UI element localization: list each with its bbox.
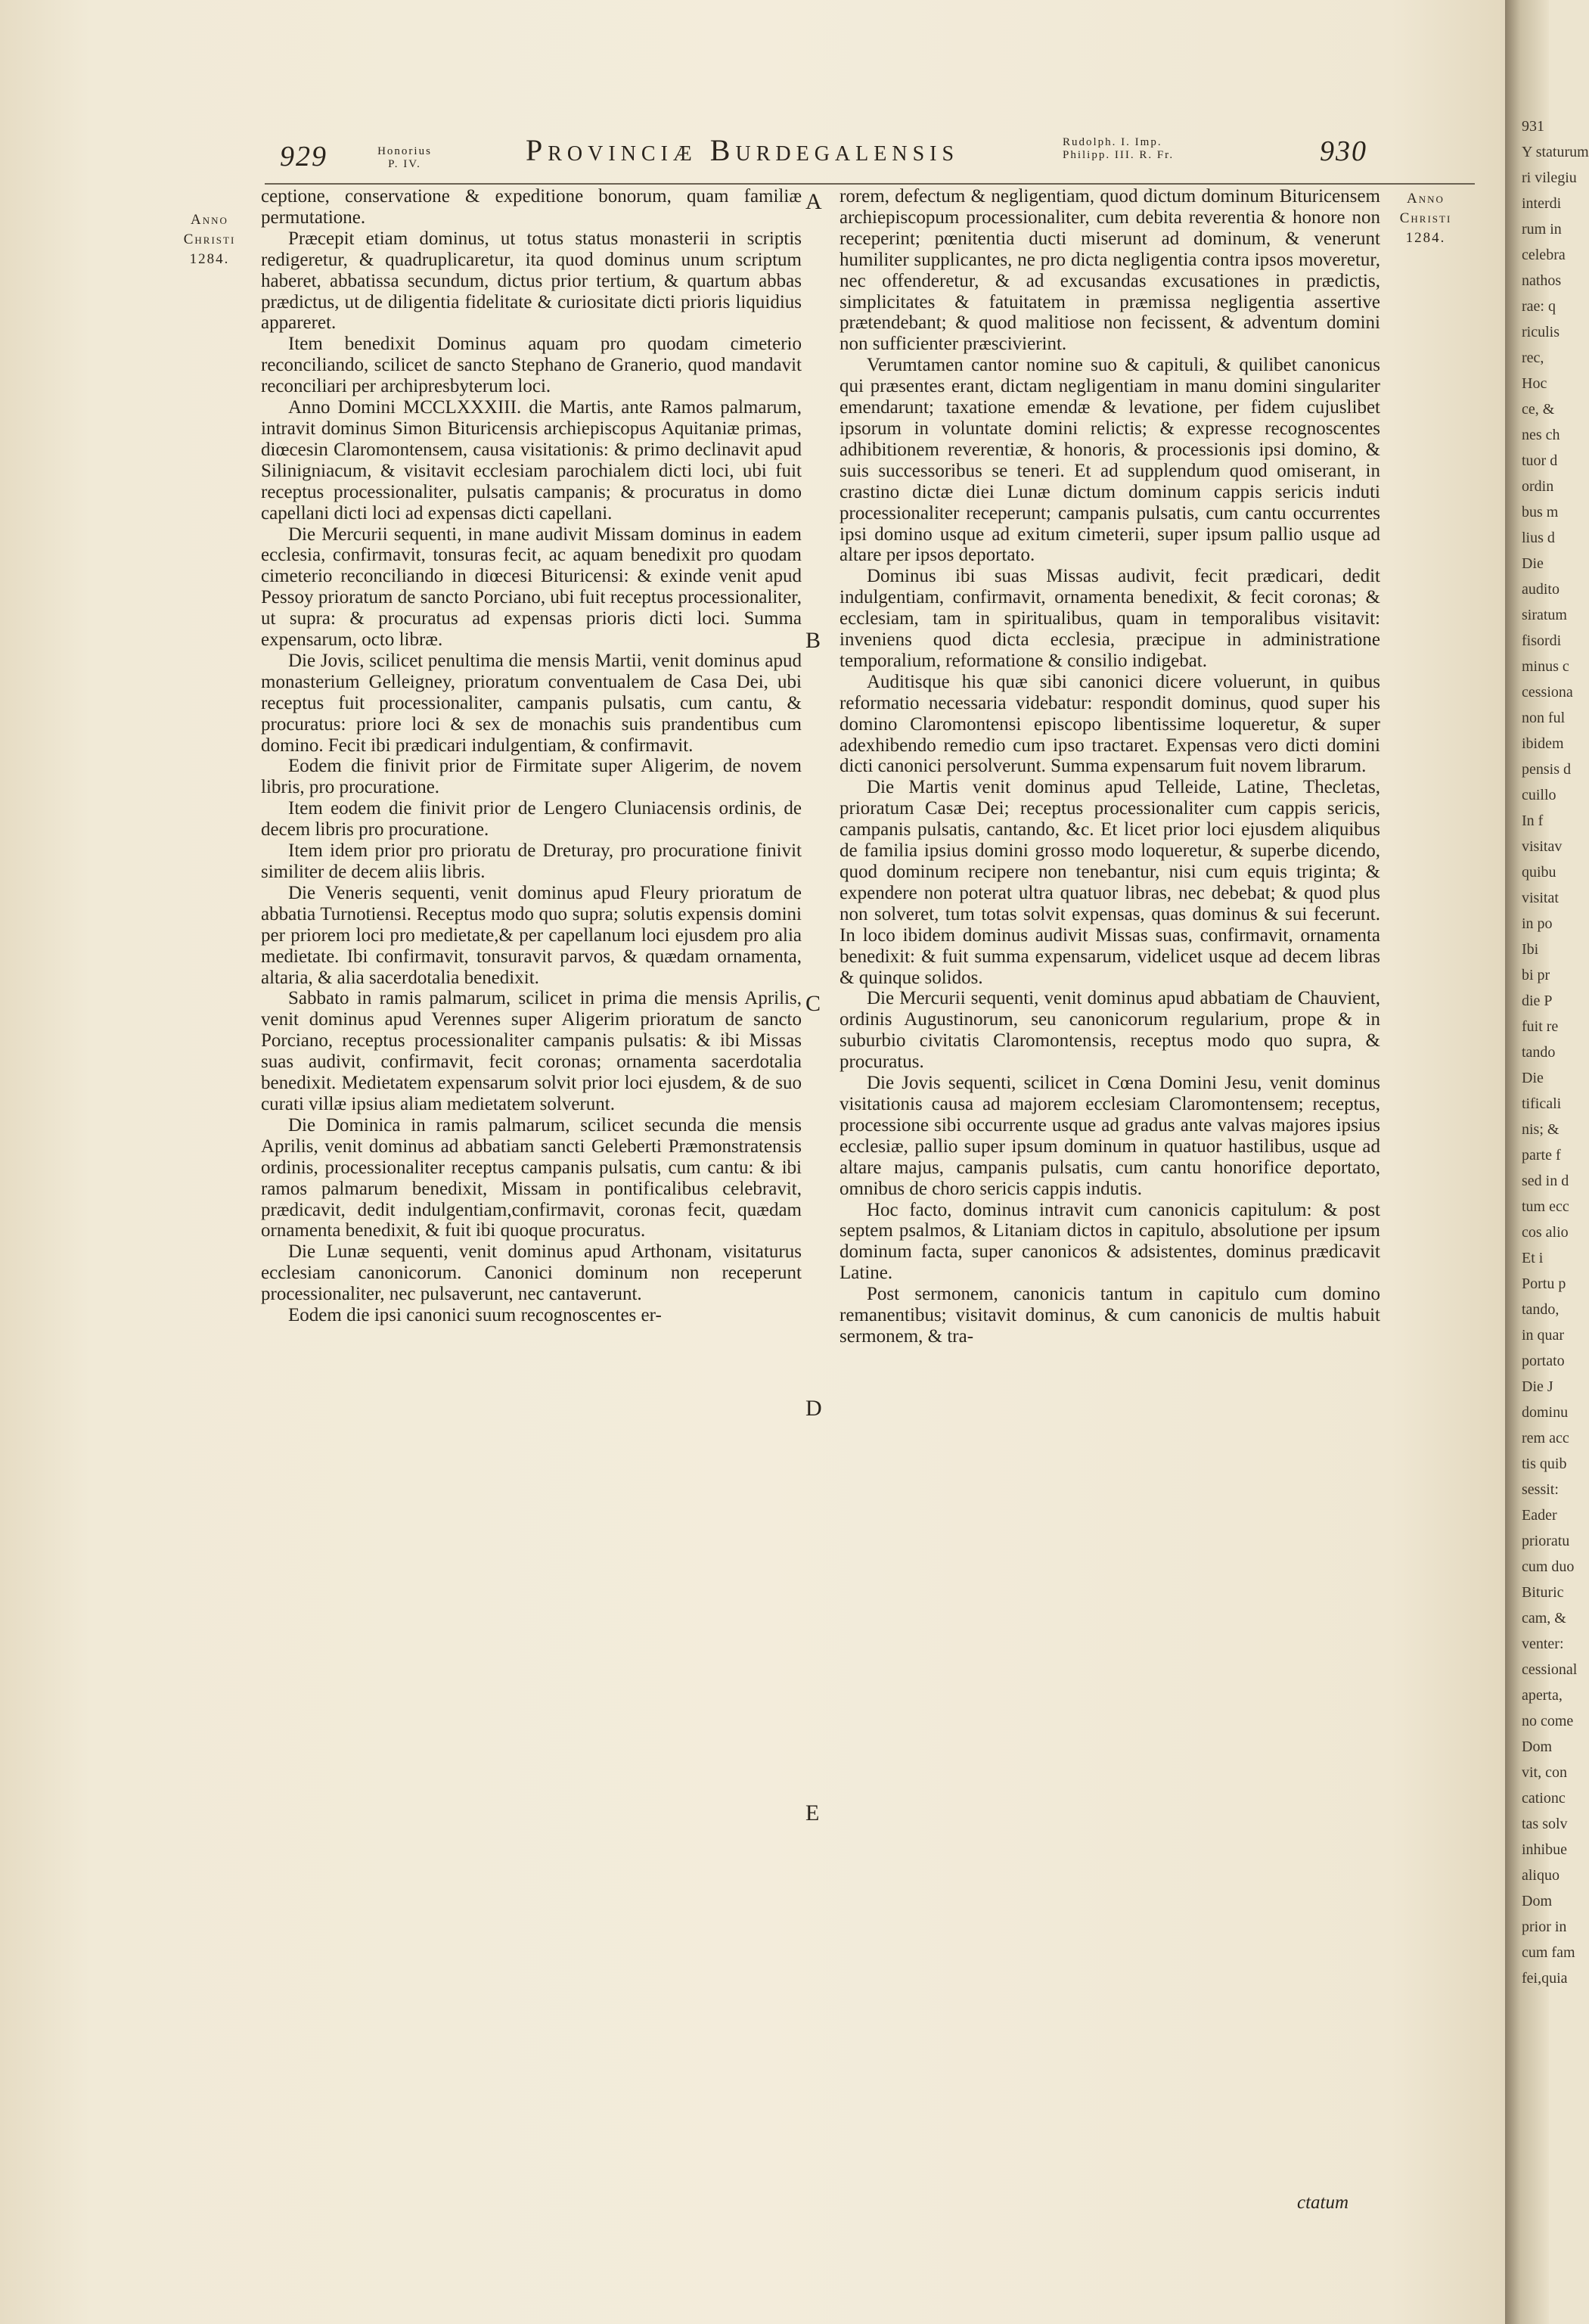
paragraph: Die Mercurii sequenti, in mane audivit Missam dominus in eadem ecclesia, confirmavit, tonsuras fecit, ac aquam benedixit pro quodam cimeterio reconciliando in diœcesi Bituricensi: & exinde venit apud Pessoy prioratum de sancto Porciano, ubi fuit receptus processionaliter, ut supra: & procuratus ad expensas prioris dicti loci. Summa expensarum, octo libræ. <box>261 524 802 651</box>
facing-page-fragment: ri vilegiu <box>1522 169 1577 186</box>
facing-page-fragment: cum duo <box>1522 1558 1575 1575</box>
paragraph: Verumtamen cantor nomine suo & capituli, & quilibet canonicus qui præsentes erant, dictam negligentiam in manu domini singulariter emendarunt; taxatione emendæ & levatione, per fidem cujuslibet ipsorum in voluntate domini relictis; & expresse recognoscentes adhibitionem reverentiæ, & honoris, & processionis ipsi domino, & suis successoribus se teneri. Et ad supplendum quod omiserant, in crastino dictæ diei Lunæ dictum dominum cappis sericis induti processionaliter receperunt; campanis pulsatis, cum cantu occurrentes ipsi domino usque ad exitum cimeterii, super ipsum pallio usque ad altare per ipsos deportato. <box>840 355 1380 566</box>
facing-page-fragment: visitat <box>1522 890 1559 906</box>
margin-year: 1284. <box>1405 230 1446 246</box>
facing-page-fragment: Bituric <box>1522 1584 1564 1601</box>
facing-page-fragment: pensis d <box>1522 761 1571 778</box>
paragraph: Item idem prior pro prioratu de Dreturay, pro procuratione finivit similiter de decem aliis libris. <box>261 840 802 882</box>
paragraph: ceptione, conservatione & expeditione bonorum, quam familiæ permutatione. <box>261 186 802 228</box>
page-title: Provinciæ Burdegalensis <box>526 133 960 167</box>
left-running-head <box>367 145 442 171</box>
facing-page-fragment: tum ecc <box>1522 1198 1569 1215</box>
facing-page-fragment: tas solv <box>1522 1816 1568 1832</box>
facing-page-fragment: non ful <box>1522 710 1566 726</box>
facing-page-fragment: cessiona <box>1522 684 1573 701</box>
facing-page-fragment: tis quib <box>1522 1456 1567 1472</box>
facing-page-fragment: cam, & <box>1522 1610 1566 1626</box>
margin-christi: Christi <box>183 231 236 247</box>
facing-page-fragment: 931 <box>1522 118 1544 135</box>
left-column <box>261 186 802 1326</box>
facing-page-fragment: lius d <box>1522 530 1555 546</box>
facing-page-fragment: ce, & <box>1522 401 1555 418</box>
facing-page-fragment: fuit re <box>1522 1018 1559 1035</box>
facing-page-fragment: cessional <box>1522 1661 1578 1678</box>
facing-page-fragment: no come <box>1522 1713 1574 1729</box>
margin-date-right <box>1384 189 1467 248</box>
facing-page-fragment: Et i <box>1522 1250 1544 1266</box>
facing-page-fragment: in quar <box>1522 1327 1565 1344</box>
facing-page-fragment: In f <box>1522 812 1544 829</box>
paragraph: Die Veneris sequenti, venit dominus apud Fleury prioratum de abbatia Turnotiensi. Receptus modo quo supra; solutis expensis domini per priorem loci pro medietate,& per capellanum loci ejusdem pro alia medietate. Ibi confirmavit, tonsuravit parvos, & quædam ornamenta, altaria, & alia sacerdotalia benedixit. <box>261 882 802 988</box>
facing-page-fragment: siratum <box>1522 607 1567 623</box>
paragraph: Die Lunæ sequenti, venit dominus apud Arthonam, visitaturus ecclesiam canonicorum. Canonici dominum non receperunt processionaliter, nec pulsaverunt, nec cantaverunt. <box>261 1241 802 1305</box>
running-head-line: Philipp. III. R. Fr. <box>1063 149 1175 161</box>
facing-page-fragment: Hoc <box>1522 375 1547 392</box>
facing-page-fragment: bus m <box>1522 504 1559 520</box>
facing-page-fragment: nes ch <box>1522 427 1560 443</box>
facing-page-fragment: cos alio <box>1522 1224 1569 1241</box>
margin-year: 1284. <box>189 251 230 267</box>
facing-page-fragment: Die <box>1522 1070 1544 1086</box>
facing-page-fragment: in po <box>1522 915 1553 932</box>
left-page-number: 929 <box>280 141 327 172</box>
facing-page-fragment: nis; & <box>1522 1121 1560 1138</box>
facing-page-fragment: minus c <box>1522 658 1569 675</box>
paragraph: Sabbato in ramis palmarum, scilicet in prima die mensis Aprilis, venit dominus apud Verennes super Aligerim prioratum de sancto Porciano, receptus processionaliter campanis pulsatis: & ibi Missas suas audivit, confirmavit, fecit coronas; ornamenta sacerdotalia benedixit. Medietatem expensarum solvit prior loci ejusdem, & de suo curati villæ ipsius aliam medietatem solverunt. <box>261 988 802 1114</box>
paragraph: Eodem die ipsi canonici suum recognoscentes er- <box>288 1305 662 1326</box>
right-page-number: 930 <box>1320 135 1367 167</box>
section-letter-d: D <box>805 1396 822 1421</box>
facing-page-fragment: portato <box>1522 1353 1565 1369</box>
section-letter-e: E <box>805 1800 820 1825</box>
facing-page-fragment: fisordi <box>1522 632 1562 649</box>
facing-page-fragment: rae: q <box>1522 298 1556 315</box>
paragraph: rorem, defectum & negligentiam, quod dictum dominum Bituricensem archiepiscopum processionaliter, cum debita reverentia & honore non receperint; pœnitentia ducti miserunt ad dominum, & venerunt humiliter supplicantes, ne pro dicta negligentia contra ipsos moveretur, nec offenderetur, & ad excusandas excusationes in prædictis, simplicitates & fatuitatem in præmissa negligentia assertive prætendebant; & quod malitiose non fecissent, & adventum domini non sufficienter præscivierint. <box>840 186 1380 355</box>
margin-date-left <box>168 210 251 269</box>
facing-page-fragment: rum in <box>1522 221 1562 238</box>
facing-page-fragment: Die <box>1522 555 1544 572</box>
facing-page-fragment: rec, <box>1522 350 1544 366</box>
facing-page-fragments <box>1522 113 1589 1991</box>
facing-page-fragment: audito <box>1522 581 1560 598</box>
facing-page-fragment: tando <box>1522 1044 1556 1061</box>
paragraph: Eodem die finivit prior de Firmitate super Aligerim, de novem libris, pro procuratione. <box>261 756 802 798</box>
facing-page-fragment: sed in d <box>1522 1173 1569 1189</box>
right-running-head <box>1063 136 1312 162</box>
running-head-line: Honorius <box>377 145 432 157</box>
facing-page-fragment: vit, con <box>1522 1764 1567 1781</box>
facing-page-fragment: nathos <box>1522 272 1562 289</box>
facing-page-fragment: prioratu <box>1522 1533 1570 1549</box>
facing-page-fragment: Dom <box>1522 1893 1552 1909</box>
facing-page-fragment: sessit: <box>1522 1481 1559 1498</box>
catchword: ctatum <box>1297 2192 1349 2213</box>
paragraph: Die Jovis sequenti, scilicet in Cœna Domini Jesu, venit dominus visitationis causa ad majorem ecclesiam Claromontensem; receptus, processione sibi occurrente usque ad gradus ante valvas majores ipsius ecclesiæ, pallio super ipsum dominum in quatuor hastilibus, usque ad altare majus, campanis pulsatis, cum cantu honorifice deportato, omnibus de choro sericis cappis indutis. <box>840 1073 1380 1199</box>
facing-page-fragment: dominu <box>1522 1404 1569 1421</box>
paragraph: Post sermonem, canonicis tantum in capitulo cum domino remanentibus; visitavit dominus, & cum canonicis de multis habuit sermonem, & tra- <box>840 1284 1380 1347</box>
paragraph: Die Martis venit dominus apud Telleide, Latine, Thecletas, prioratum Casæ Dei; receptus processionaliter cum cappis sericis, campanis pulsatis, cantando, &c. Et licet prior loci ejusdem aliquibus de familia ipsius domini grosso modo loqueretur, & superbe dicendo, quod dominum recipere non tenebantur, nisi cum equis triginta; & expendere non poterat ultra quatuor libras, nec debebat; & quod plus non solveret, tum totas solvit expensas, quas dominus & sui fecerunt. In loco ibidem dominus audivit Missas suas, confirmavit, ornamenta benedixit: & fuit summa expensarum, videlicet usque ad decem libras & quinque solidos. <box>840 777 1380 988</box>
paragraph: Die Jovis, scilicet penultima die mensis Martii, venit dominus apud monasterium Gelleigney, prioratum conventualem de Casa Dei, ubi receptus fuit processionaliter, campanis pulsatis, cum cantu, & procuratus: priore loci & sex de monachis suis prandentibus cum domino. Fecit ibi prædicari indulgentiam, & confirmavit. <box>261 650 802 756</box>
facing-page-fragment: Ibi <box>1522 941 1539 958</box>
facing-page-fragment: aperta, <box>1522 1687 1563 1704</box>
facing-page-fragment: Dom <box>1522 1738 1552 1755</box>
facing-page-edge <box>1505 0 1589 2324</box>
facing-page-fragment: parte f <box>1522 1147 1561 1164</box>
facing-page-fragment: Eader <box>1522 1507 1557 1524</box>
paragraph: Præcepit etiam dominus, ut totus status monasterii in scriptis redigeretur, & quadruplicaretur, ita quod dominus unum scriptum haberet, abbatissa secundum, dictus prior tertium, & quartum abbas prædictus, ut de diligentia fidelitate & curiositate dicti prioris liquidius appareret. <box>261 228 802 334</box>
margin-christi: Christi <box>1399 210 1452 226</box>
facing-page-fragment: ibidem <box>1522 735 1564 752</box>
facing-page-fragment: cationc <box>1522 1790 1566 1807</box>
facing-page-fragment: visitav <box>1522 838 1563 855</box>
facing-page-fragment: Y staturum <box>1522 144 1589 160</box>
facing-page-fragment: tificali <box>1522 1095 1562 1112</box>
right-column <box>840 186 1380 1347</box>
facing-page-fragment: celebra <box>1522 247 1566 263</box>
section-letter-a: A <box>805 189 822 214</box>
paragraph: Item benedixit Dominus aquam pro quodam cimeterio reconciliando, scilicet de sancto Stephano de Granerio, quod mandavit reconciliari per archipresbyterum loci. <box>261 334 802 397</box>
facing-page-fragment: tando, <box>1522 1301 1560 1318</box>
section-letter-c: C <box>805 991 821 1016</box>
margin-anno: Anno <box>1407 191 1445 207</box>
facing-page-fragment: tuor d <box>1522 452 1558 469</box>
section-letter-b: B <box>805 628 821 653</box>
facing-page-fragment: cum fam <box>1522 1944 1575 1961</box>
paragraph: Item eodem die finivit prior de Lengero Cluniacensis ordinis, de decem libris pro procuratione. <box>261 798 802 840</box>
paragraph: Die Mercurii sequenti, venit dominus apud abbatiam de Chauvient, ordinis Augustinorum, seu canonicorum regularium, prope & in suburbio civitatis Claromontensis, receptus modo quo supra, & procuratus. <box>840 988 1380 1073</box>
paragraph: Hoc facto, dominus intravit cum canonicis capitulum: & post septem psalmos, & Litaniam dictos in capitulo, absolutione per ipsum dominum facta, super canonicos & adsistentes, dominus prædicavit Latine. <box>840 1199 1380 1284</box>
paragraph: Die Dominica in ramis palmarum, scilicet secunda die mensis Aprilis, venit dominus ad abbatiam sancti Geleberti Præmonstratensis ordinis, processionaliter receptus campanis pulsatis, cum cantu: & ibi ramos palmarum benedixit, Missam in pontificalibus celebravit, prædicavit, dedit indulgentiam,confirmavit, coronas fecit, quædam ornamenta benedixit, & fuit ibi quoque procuratus. <box>261 1114 802 1241</box>
facing-page-fragment: ordin <box>1522 478 1554 495</box>
facing-page-fragment: Portu p <box>1522 1275 1566 1292</box>
facing-page-fragment: rem acc <box>1522 1430 1569 1446</box>
facing-page-fragment: Die J <box>1522 1378 1553 1395</box>
facing-page-fragment: fei,quia <box>1522 1970 1568 1987</box>
facing-page-fragment: inhibue <box>1522 1841 1567 1858</box>
running-head-line: Rudolph. I. Imp. <box>1063 136 1162 148</box>
paragraph: Dominus ibi suas Missas audivit, fecit prædicari, dedit indulgentiam, confirmavit, ornamenta benedixit, & fecit coronas; & ecclesiam, tam in spiritualibus, quam in temporalibus visitavit: inveniens quod dicta ecclesia, præcipue in administratione temporalium, reformatione & consilio indigebat. <box>840 566 1380 671</box>
facing-page-fragment: aliquo <box>1522 1867 1560 1884</box>
facing-page-fragment: prior in <box>1522 1919 1567 1935</box>
facing-page-fragment: riculis <box>1522 324 1560 340</box>
facing-page-fragment: die P <box>1522 993 1553 1009</box>
facing-page-fragment: venter: <box>1522 1636 1564 1652</box>
facing-page-fragment: quibu <box>1522 864 1556 881</box>
facing-page-fragment: bi pr <box>1522 967 1550 983</box>
margin-anno: Anno <box>191 212 228 228</box>
header-rule <box>265 183 1475 185</box>
running-head-line: P. IV. <box>388 158 421 170</box>
facing-page-fragment: interdi <box>1522 195 1562 212</box>
paragraph: Auditisque his quæ sibi canonici dicere voluerunt, in quibus reformatio necessaria videbatur: respondit dominus, quod super his domino Claromontensi episcopo libentissime loqueretur, & super adexhibendo remedio cum ipso tractaret. Expensas vero dicti domini dicti canonici persolverunt. Summa expensarum fuit novem librarum. <box>840 671 1380 777</box>
facing-page-fragment: cuillo <box>1522 787 1556 803</box>
paragraph: Anno Domini MCCLXXXIII. die Martis, ante Ramos palmarum, intravit dominus Simon Bituricensis archiepiscopus Aquitaniæ primas, diœcesin Claromontensem, causa visitationis: & primo declinavit apud Silinigniacum, & visitavit ecclesiam parochialem dicti loci, ubi fuit receptus processionaliter, pulsatis campanis; & procuratus in domo capellani dicti loci ad expensas dicti capellani. <box>261 397 802 524</box>
